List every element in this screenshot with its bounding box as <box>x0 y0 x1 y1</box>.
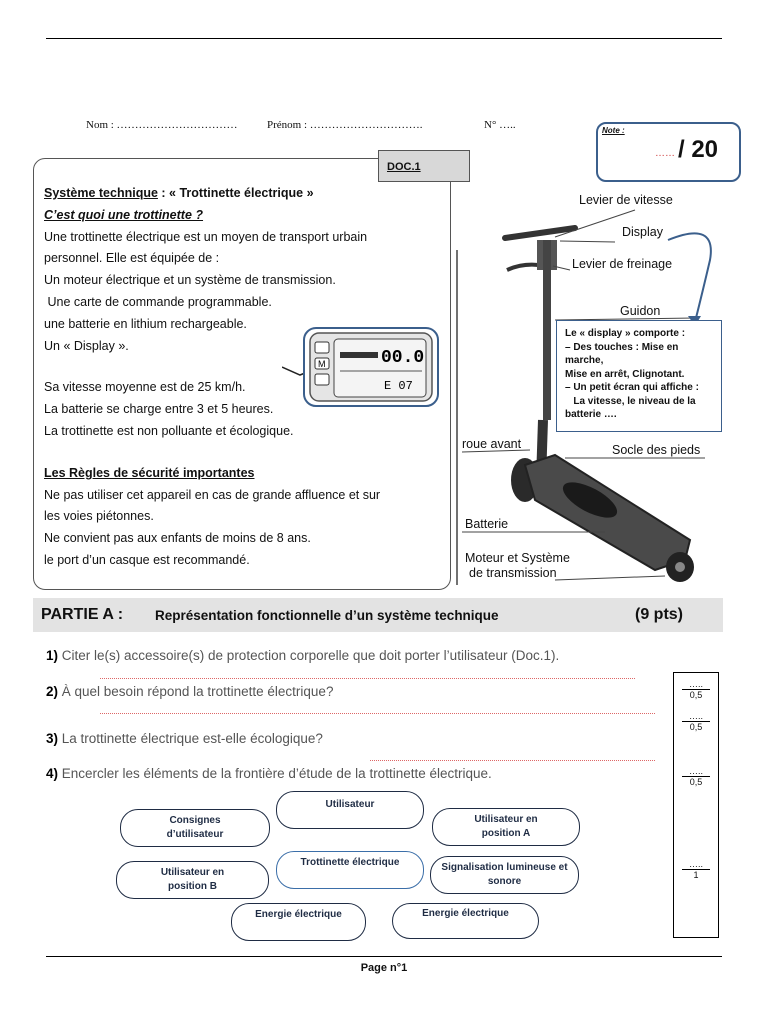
label-display: Display <box>622 225 663 239</box>
label-moteur-line1: Moteur et Système <box>465 551 570 565</box>
answer-line-2[interactable] <box>100 713 655 714</box>
doc-tab: DOC.1 <box>378 150 470 182</box>
note-total: / 20 <box>678 136 719 163</box>
score-value: 0,5 <box>689 690 703 700</box>
label-levier-freinage: Levier de freinage <box>572 257 673 271</box>
m-button-glyph: M <box>318 359 326 369</box>
callout-line: Le « display » comporte : <box>565 328 686 339</box>
rule-line: Ne convient pas aux enfants de moins de 8 ans. <box>44 531 311 546</box>
doc-line: Une carte de commande programmable. <box>44 294 272 309</box>
doc-line: Un moteur électrique et un système de transmission. <box>44 273 336 288</box>
callout-line: – Un petit écran qui affiche : <box>565 382 699 393</box>
callout-line: Mise en arrêt, Clignotant. <box>565 368 685 380</box>
option-consignes-utilisateur[interactable]: Consignes d’utilisateur <box>120 809 270 847</box>
display-odo: E 07 <box>384 379 413 393</box>
score-cell-4[interactable] <box>682 859 710 880</box>
nom-field[interactable]: Nom : …………………………… <box>86 119 238 131</box>
page-footer: Page n°1 <box>360 962 408 974</box>
display-callout <box>556 320 722 432</box>
display-speed: 00.0 <box>381 348 425 368</box>
bottom-rule <box>46 956 722 957</box>
callout-line: – Des touches : Mise en marche, <box>565 341 679 366</box>
doc-line: personnel. Elle est équipée de : <box>44 251 220 266</box>
question-4 <box>46 766 492 781</box>
label-moteur <box>465 551 570 581</box>
prenom-field[interactable]: Prénom : …………………………. <box>267 119 423 131</box>
label-moteur-line2: de transmission <box>469 566 557 580</box>
partie-a-title: PARTIE A : <box>41 606 124 623</box>
score-dots: ….. <box>682 859 710 870</box>
score-value: 1 <box>693 870 699 880</box>
score-cell-1[interactable] <box>682 679 710 700</box>
option-energie-electrique-2[interactable]: Energie électrique <box>392 903 539 939</box>
display-illustration <box>282 325 442 410</box>
question-number: 1) <box>46 648 59 663</box>
button-icon <box>315 342 329 353</box>
label-socle: Socle des pieds <box>612 443 701 457</box>
partie-a-points: (9 pts) <box>635 606 683 623</box>
numero-field[interactable]: N° ….. <box>484 119 516 131</box>
label-guidon: Guidon <box>620 304 661 318</box>
question-text: À quel besoin répond la trottinette électrique? <box>58 684 334 699</box>
score-dots: ….. <box>682 766 710 777</box>
score-value: 0,5 <box>689 722 703 732</box>
partie-a-header <box>33 598 723 632</box>
note-dots[interactable]: …… <box>655 148 675 159</box>
rule-line: Ne pas utiliser cet appareil en cas de grande affluence et sur <box>44 487 381 502</box>
option-utilisateur-position-a[interactable]: Utilisateur en position A <box>432 808 580 846</box>
top-rule <box>46 38 722 39</box>
label-levier-vitesse: Levier de vitesse <box>579 193 673 207</box>
question-text: Citer le(s) accessoire(s) de protection corporelle que doit porter l’utilisateur (Doc.1). <box>58 648 560 663</box>
option-utilisateur-position-b[interactable]: Utilisateur en position B <box>116 861 269 899</box>
button-icon <box>315 374 329 385</box>
doc-line: Un « Display ». <box>44 338 129 353</box>
battery-bar-icon <box>340 352 378 358</box>
score-dots: ….. <box>682 711 710 722</box>
display-arrow <box>668 233 711 322</box>
option-energie-electrique-1[interactable]: Energie électrique <box>231 903 366 941</box>
doc-line: Une trottinette électrique est un moyen de transport urbain <box>44 229 368 244</box>
question-text: Encercler les éléments de la frontière d’étude de la trottinette électrique. <box>58 766 492 781</box>
callout-line: La vitesse, le niveau de la <box>565 395 696 407</box>
doc-title-label: Système technique <box>44 186 158 200</box>
question-text: La trottinette électrique est-elle écologique? <box>58 731 323 746</box>
doc-line: La trottinette est non polluante et écologique. <box>44 423 294 438</box>
score-column <box>673 672 719 938</box>
score-dots: ….. <box>682 679 710 690</box>
rule-line: le port d’un casque est recommandé. <box>44 552 250 567</box>
question-number: 4) <box>46 766 59 781</box>
doc-title <box>44 183 444 205</box>
answer-line-1[interactable] <box>100 678 635 679</box>
rules-title: Les Règles de sécurité importantes <box>44 465 255 480</box>
answer-line-3[interactable] <box>370 760 655 761</box>
doc-question: C’est quoi une trottinette ? <box>44 207 204 222</box>
option-signalisation[interactable]: Signalisation lumineuse et sonore <box>430 856 579 894</box>
callout-line: batterie …. <box>565 409 617 420</box>
doc-title-value: : « Trottinette électrique » <box>157 186 314 200</box>
option-trottinette-electrique[interactable]: Trottinette électrique <box>276 851 424 889</box>
label-roue-avant: roue avant <box>462 437 522 451</box>
question-number: 3) <box>46 731 59 746</box>
question-1 <box>46 648 559 663</box>
note-label: Note : <box>602 126 625 135</box>
question-number: 2) <box>46 684 59 699</box>
handlebar <box>505 228 575 238</box>
score-cell-3[interactable] <box>682 766 710 787</box>
option-utilisateur[interactable]: Utilisateur <box>276 791 424 829</box>
doc-line: une batterie en lithium rechargeable. <box>44 316 247 331</box>
question-2 <box>46 684 333 699</box>
doc-line: Sa vitesse moyenne est de 25 km/h. <box>44 380 246 395</box>
partie-a-subtitle: Représentation fonctionnelle d’un système technique <box>155 608 499 623</box>
score-cell-2[interactable] <box>682 711 710 732</box>
score-value: 0,5 <box>689 777 703 787</box>
note-box <box>596 122 741 182</box>
rule-line: les voies piétonnes. <box>44 509 154 524</box>
label-batterie: Batterie <box>465 517 509 531</box>
doc-line: La batterie se charge entre 3 et 5 heures. <box>44 402 274 417</box>
question-3 <box>46 731 323 746</box>
